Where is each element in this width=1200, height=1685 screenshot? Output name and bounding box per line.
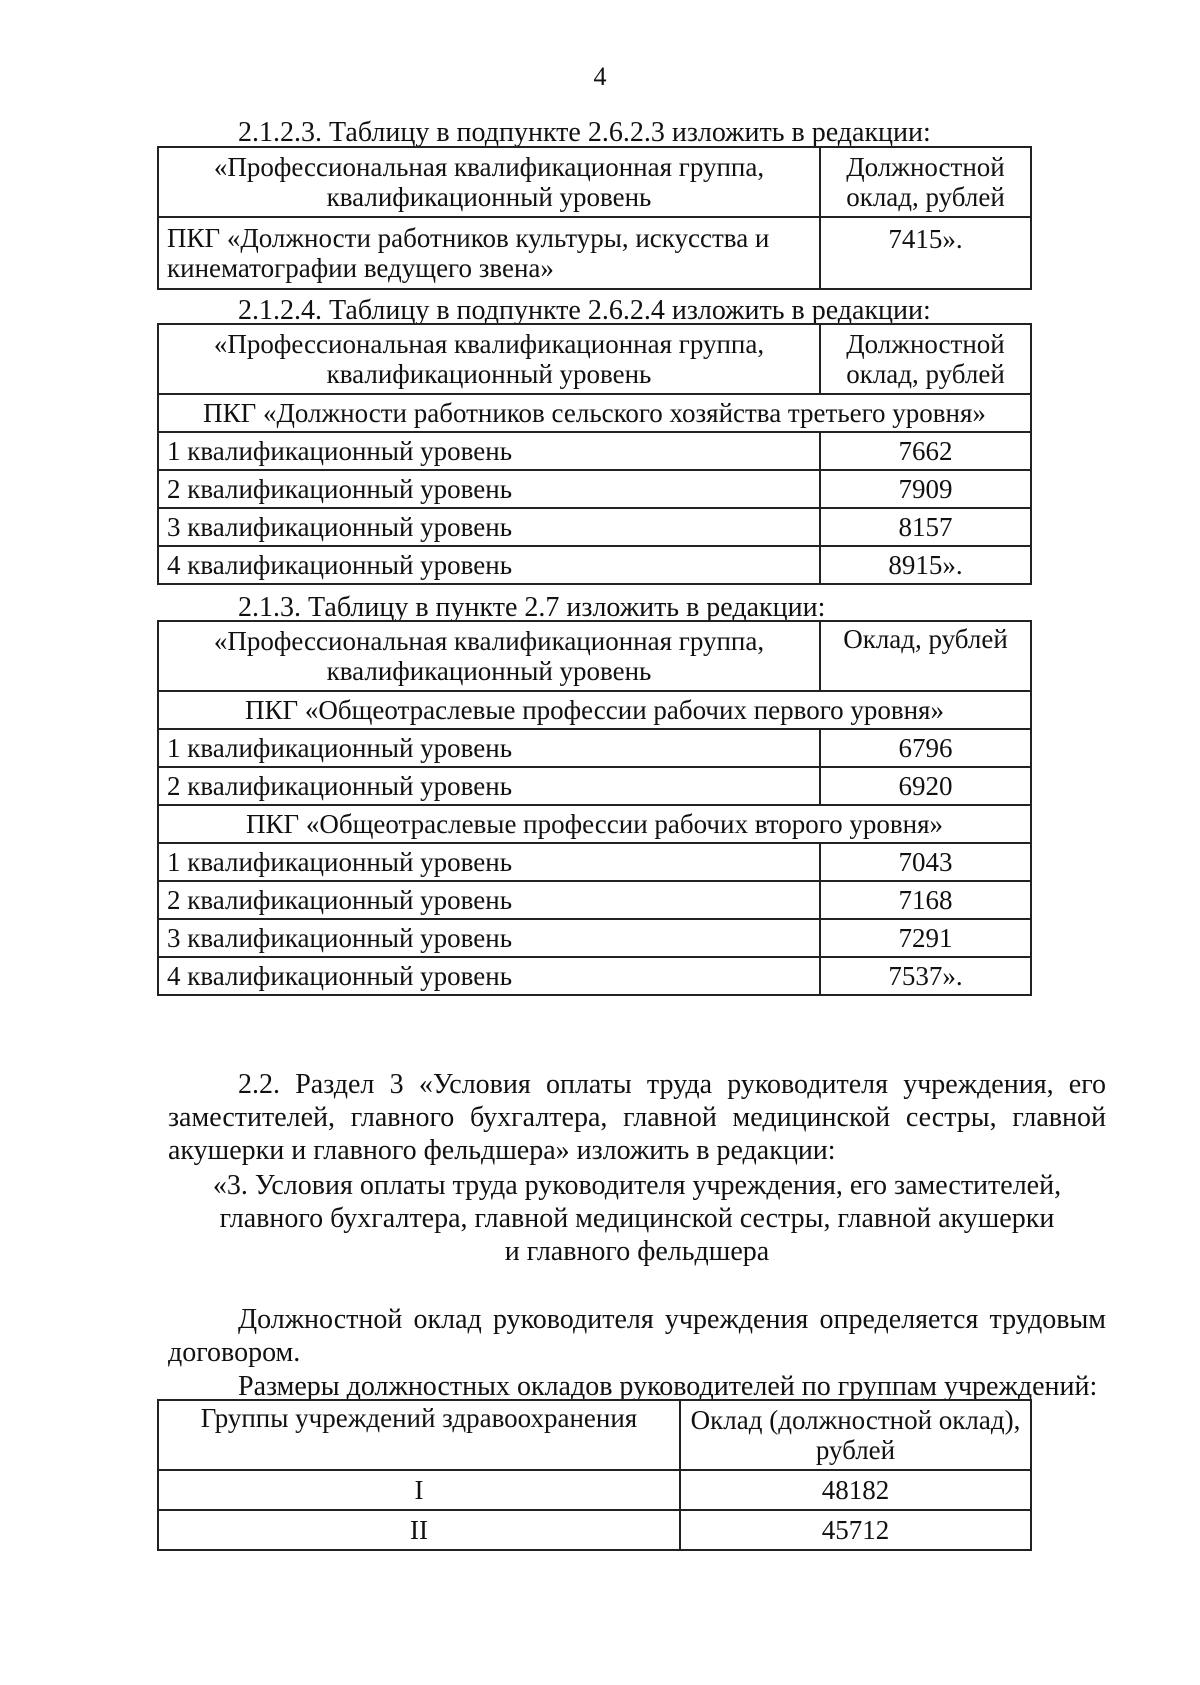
table-group-row [158,394,1031,432]
section-3-body-paragraph: Должностной оклад руководителя учреждения определяется трудовым договором. [168,1304,1106,1369]
table-row [158,470,1031,508]
row-value-cell: 45712 [680,1510,1031,1550]
page-number: 4 [593,62,607,91]
row-label-cell: 1 квалификационный уровень [158,843,820,881]
row-value-cell: 7415». [820,217,1031,289]
table-row [158,1510,1031,1550]
header-salary-cell: Должностной оклад, рублей [820,324,1031,394]
row-label-cell: 4 квалификационный уровень [158,546,820,584]
table-2-6-2-3 [157,146,1032,290]
row-value-cell: 7537». [820,957,1031,995]
header-group-cell: «Профессиональная квалификационная группа, квалификационный уровень [158,324,820,394]
group-title-cell: ПКГ «Должности работников сельского хозяйства третьего уровня» [158,394,1031,432]
table-row [158,767,1031,805]
header-group-cell: Группы учреждений здравоохранения [158,1400,680,1470]
section-3-title [168,1169,1106,1268]
header-salary-cell: Должностной оклад, рублей [820,147,1031,217]
header-group-cell: «Профессиональная квалификационная группа, квалификационный уровень [158,621,820,691]
row-label-cell: 4 квалификационный уровень [158,957,820,995]
table-row [158,729,1031,767]
table-row [158,508,1031,546]
row-value-cell: 6920 [820,767,1031,805]
row-label-cell: 3 квалификационный уровень [158,919,820,957]
table-row [158,957,1031,995]
table-header-row [158,324,1031,394]
group-title-cell: ПКГ «Общеотраслевые профессии рабочих второго уровня» [158,805,1031,843]
table-row [158,881,1031,919]
row-value-cell: 7043 [820,843,1031,881]
row-label-cell: II [158,1510,680,1550]
row-value-cell: 7168 [820,881,1031,919]
group-title-cell: ПКГ «Общеотраслевые профессии рабочих первого уровня» [158,691,1031,729]
row-value-cell: 7291 [820,919,1031,957]
table-head-salaries [157,1399,1032,1551]
section-2-1-2-3-heading: 2.1.2.3. Таблицу в подпункте 2.6.2.3 изложить в редакции: [238,117,931,148]
row-label-cell: 2 квалификационный уровень [158,881,820,919]
row-label-cell: 2 квалификационный уровень [158,470,820,508]
table-group-row [158,805,1031,843]
section-2-1-3-heading: 2.1.3. Таблицу в пункте 2.7 изложить в редакции: [238,592,826,623]
table-row [158,432,1031,470]
table-row [158,217,1031,289]
row-label-cell: ПКГ «Должности работников культуры, искусства и кинематографии ведущего звена» [158,217,820,289]
row-value-cell: 8157 [820,508,1031,546]
section-3-title-line-2: главного бухгалтера, главной медицинской сестры, главной акушерки [219,1203,1055,1235]
header-group-cell: «Профессиональная квалификационная группа, квалификационный уровень [158,147,820,217]
row-label-cell: I [158,1470,680,1510]
table-row [158,843,1031,881]
table-header-row [158,147,1031,217]
section-3-title-line-1: «3. Условия оплаты труда руководителя учреждения, его заместителей, [212,1170,1062,1201]
row-label-cell: 2 квалификационный уровень [158,767,820,805]
row-value-cell: 48182 [680,1470,1031,1510]
row-label-cell: 3 квалификационный уровень [158,508,820,546]
row-value-cell: 7662 [820,432,1031,470]
section-2-2-paragraph: 2.2. Раздел 3 «Условия оплаты труда руководителя учреждения, его заместителей, главного бухгалтера, главной медицинской сестры, главной акушерки и главного фельдшера» изложить в редакции: [168,1069,1106,1167]
row-label-cell: 1 квалификационный уровень [158,432,820,470]
row-value-cell: 6796 [820,729,1031,767]
section-3-title-line-3: и главного фельдшера [504,1236,770,1268]
section-2-1-2-4-heading: 2.1.2.4. Таблицу в подпункте 2.6.2.4 изложить в редакции: [238,295,931,326]
header-salary-cell: Оклад, рублей [820,621,1031,691]
table-intro-line: Размеры должностных окладов руководителей по группам учреждений: [238,1371,1098,1402]
header-salary-cell: Оклад (должностной оклад), рублей [680,1400,1031,1470]
table-2-6-2-4 [157,323,1032,585]
table-group-row [158,691,1031,729]
table-row [158,1470,1031,1510]
table-header-row [158,621,1031,691]
row-label-cell: 1 квалификационный уровень [158,729,820,767]
row-value-cell: 7909 [820,470,1031,508]
table-2-7 [157,620,1032,996]
table-row [158,919,1031,957]
table-header-row [158,1400,1031,1470]
row-value-cell: 8915». [820,546,1031,584]
table-row [158,546,1031,584]
